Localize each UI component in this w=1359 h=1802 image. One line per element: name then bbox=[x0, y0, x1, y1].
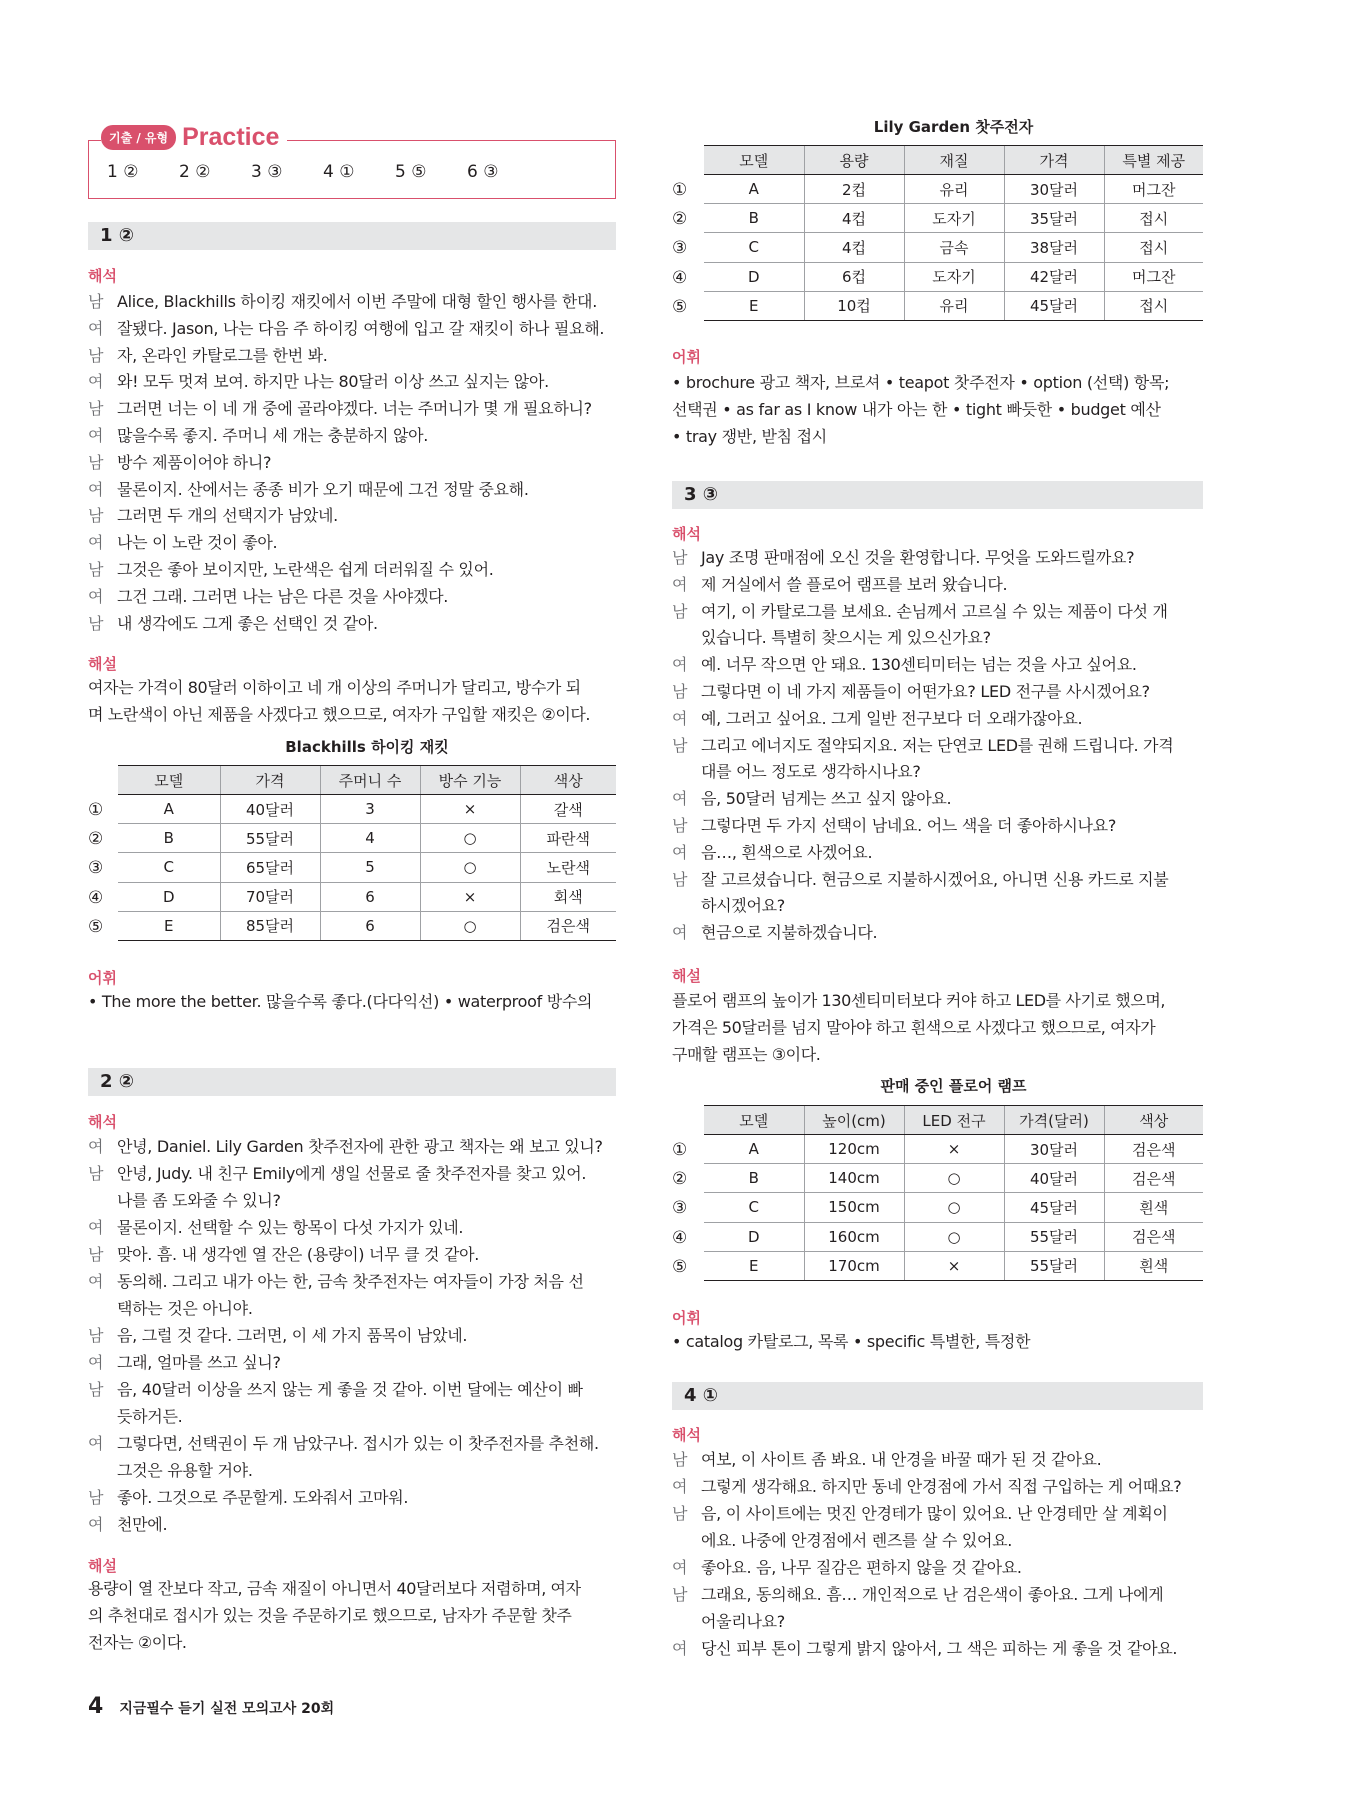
speaker-label: 남 bbox=[88, 506, 104, 526]
speaker-label: 여 bbox=[88, 1218, 104, 1237]
speaker-label: 남 bbox=[672, 601, 688, 621]
table-cell: ○ bbox=[904, 1193, 1004, 1222]
q1-explain-line: 여자는 가격이 80달러 이하이고 네 개 이상의 주머니가 달리고, 방수가 되 bbox=[88, 678, 581, 697]
table-cell: × bbox=[904, 1135, 1004, 1164]
speaker-label: 남 bbox=[672, 1450, 688, 1469]
speaker-label: 남 bbox=[88, 613, 104, 633]
table-cell: 35달러 bbox=[1004, 204, 1104, 233]
speaker-label: 남 bbox=[88, 345, 104, 365]
dialogue-text: 동의해. 그리고 내가 아는 한, 금속 찻주전자는 여자들이 가장 처음 선 bbox=[117, 1272, 584, 1291]
table-row bbox=[704, 262, 1203, 291]
q2-vocab-label: 어휘 bbox=[672, 348, 701, 366]
dialogue-text: 대를 어느 정도로 생각하시나요? bbox=[701, 762, 921, 782]
dialogue-text: 하시겠어요? bbox=[701, 896, 785, 916]
table-cell: 4컵 bbox=[804, 233, 904, 262]
speaker-label: 여 bbox=[88, 479, 104, 499]
dialogue-text: 좋아. 그것으로 주문할게. 도와줘서 고마워. bbox=[117, 1488, 409, 1507]
dialogue-text: 음, 40달러 이상을 쓰지 않는 게 좋을 것 같아. 이번 달에는 예산이 빠 bbox=[117, 1380, 583, 1399]
table-cell: C bbox=[704, 1193, 804, 1222]
table-cell: A bbox=[118, 795, 220, 824]
table-cell: B bbox=[118, 824, 220, 853]
table-cell: 검은색 bbox=[1104, 1135, 1203, 1164]
speaker-label: 여 bbox=[88, 1272, 104, 1291]
dialogue-text: 그래, 얼마를 쓰고 싶니? bbox=[117, 1353, 281, 1372]
table-cell: E bbox=[704, 291, 804, 320]
dialogue-text: 그렇다면, 선택권이 두 개 남았구나. 접시가 있는 이 찻주전자를 추천해. bbox=[117, 1434, 599, 1453]
table-cell: 회색 bbox=[520, 882, 616, 911]
speaker-label: 여 bbox=[672, 574, 688, 594]
table-cell: 노란색 bbox=[520, 853, 616, 882]
q3-script-label: 해석 bbox=[672, 525, 701, 543]
question-2-heading: 2 ② bbox=[88, 1068, 616, 1096]
table-cell: 유리 bbox=[904, 291, 1004, 320]
speaker-label: 여 bbox=[88, 1137, 104, 1156]
table-cell: 검은색 bbox=[1104, 1222, 1203, 1251]
dialogue-text: 제 거실에서 쓸 플로어 램프를 보러 왔습니다. bbox=[701, 574, 1008, 594]
table-cell: 2컵 bbox=[804, 175, 904, 204]
speaker-label: 여 bbox=[672, 1639, 688, 1658]
dialogue-text: 그래요, 동의해요. 흠… 개인적으로 난 검은색이 좋아요. 그게 나에게 bbox=[701, 1585, 1164, 1604]
dialogue-text: 그렇게 생각해요. 하지만 동네 안경점에 가서 직접 구입하는 게 어때요? bbox=[701, 1477, 1182, 1496]
table-cell: ○ bbox=[420, 824, 520, 853]
dialogue-text: 잘됐다. Jason, 나는 다음 주 하이킹 여행에 입고 갈 재킷이 하나 필요해. bbox=[117, 318, 605, 338]
table-cell: 머그잔 bbox=[1104, 175, 1203, 204]
answer-item: 1 ② bbox=[107, 162, 139, 182]
table-cell: 40달러 bbox=[1004, 1164, 1104, 1193]
table-cell: 38달러 bbox=[1004, 233, 1104, 262]
dialogue-text: 물론이지. 선택할 수 있는 항목이 다섯 가지가 있네. bbox=[117, 1218, 464, 1237]
table-cell: 70달러 bbox=[220, 882, 320, 911]
table-header-cell: 모델 bbox=[704, 1106, 804, 1135]
dialogue-text: 나를 좀 도와줄 수 있니? bbox=[117, 1191, 281, 1210]
dialogue-text: 여보, 이 사이트 좀 봐요. 내 안경을 바꿀 때가 된 것 같아요. bbox=[701, 1450, 1102, 1469]
speaker-label: 남 bbox=[672, 735, 688, 755]
table-cell: A bbox=[704, 175, 804, 204]
table-row bbox=[118, 853, 616, 882]
table-cell: 30달러 bbox=[1004, 1135, 1104, 1164]
q3-table bbox=[704, 1105, 1203, 1281]
answer-item: 6 ③ bbox=[467, 162, 499, 182]
q2-vocab-line: • tray 쟁반, 받침 접시 bbox=[672, 427, 827, 446]
table-cell: 6 bbox=[320, 882, 420, 911]
table-cell: D bbox=[704, 1222, 804, 1251]
dialogue-text: 안녕, Daniel. Lily Garden 찻주전자에 관한 광고 책자는 왜 보고 있니? bbox=[117, 1137, 603, 1156]
table-cell: 5 bbox=[320, 853, 420, 882]
q1-explain-line: 며 노란색이 아닌 제품을 사겠다고 했으므로, 여자가 구입할 재킷은 ②이다. bbox=[88, 705, 591, 724]
dialogue-text: 그것은 좋아 보이지만, 노란색은 쉽게 더러워질 수 있어. bbox=[117, 560, 494, 579]
table-cell: 3 bbox=[320, 795, 420, 824]
question-1-heading: 1 ② bbox=[88, 222, 616, 250]
q1-explain-label: 해설 bbox=[88, 655, 117, 673]
dialogue-text: 있습니다. 특별히 찾으시는 게 있으신가요? bbox=[701, 628, 991, 648]
speaker-label: 여 bbox=[88, 372, 104, 392]
question-3-heading: 3 ③ bbox=[672, 481, 1203, 509]
table-cell: E bbox=[118, 911, 220, 940]
q3-vocab-label: 어휘 bbox=[672, 1309, 701, 1327]
q1-script-label: 해석 bbox=[88, 267, 117, 285]
table-cell: 파란색 bbox=[520, 824, 616, 853]
q3-explain-line: 가격은 50달러를 넘지 말아야 하고 흰색으로 사겠다고 했으므로, 여자가 bbox=[672, 1018, 1156, 1037]
table-header-cell: 모델 bbox=[118, 766, 220, 795]
speaker-label: 여 bbox=[88, 1434, 104, 1453]
dialogue-text: 그러면 너는 이 네 개 중에 골라야겠다. 너는 주머니가 몇 개 필요하니? bbox=[117, 399, 592, 419]
table-cell: 140cm bbox=[804, 1164, 904, 1193]
q4-script-label: 해석 bbox=[672, 1426, 701, 1444]
speaker-label: 남 bbox=[88, 292, 104, 311]
speaker-label: 남 bbox=[672, 816, 688, 835]
dialogue-text: 그렇다면 이 네 가지 제품들이 어떤가요? LED 전구를 사시겠어요? bbox=[701, 682, 1150, 701]
practice-tag bbox=[101, 119, 287, 155]
row-number-marker: ④ bbox=[672, 267, 688, 288]
speaker-label: 남 bbox=[88, 560, 104, 579]
dialogue-text: 그리고 에너지도 절약되지요. 저는 단연코 LED를 권해 드립니다. 가격 bbox=[701, 735, 1174, 755]
table-header-cell: 가격 bbox=[220, 766, 320, 795]
table-header-cell: LED 전구 bbox=[904, 1106, 1004, 1135]
practice-title: Practice bbox=[182, 122, 280, 151]
table-header-cell: 가격(달러) bbox=[1004, 1106, 1104, 1135]
answer-item: 2 ② bbox=[179, 162, 211, 182]
dialogue-text: 와! 모두 멋져 보여. 하지만 나는 80달러 이상 쓰고 싶지는 않아. bbox=[117, 372, 549, 392]
table-row bbox=[118, 795, 616, 824]
dialogue-text: 음…, 흰색으로 사겠어요. bbox=[701, 842, 873, 862]
row-number-marker: ⑤ bbox=[672, 296, 688, 317]
table-row bbox=[704, 1251, 1203, 1280]
speaker-label: 여 bbox=[672, 923, 688, 943]
dialogue-text: 잘 고르셨습니다. 현금으로 지불하시겠어요, 아니면 신용 카드로 지불 bbox=[701, 869, 1169, 889]
speaker-label: 남 bbox=[88, 452, 104, 472]
dialogue-text: 나는 이 노란 것이 좋아. bbox=[117, 533, 278, 553]
dialogue-text: 음, 그럴 것 같다. 그러면, 이 세 가지 품목이 남았네. bbox=[117, 1326, 468, 1345]
table-row bbox=[704, 1164, 1203, 1193]
table-cell: × bbox=[420, 882, 520, 911]
dialogue-text: 천만에. bbox=[117, 1515, 168, 1534]
row-number-marker: ③ bbox=[672, 238, 688, 259]
row-number-marker: ② bbox=[88, 829, 104, 850]
q2-explain-line: 전자는 ②이다. bbox=[88, 1633, 187, 1652]
table-cell: 42달러 bbox=[1004, 262, 1104, 291]
table-row bbox=[704, 1222, 1203, 1251]
row-number-marker: ① bbox=[672, 1140, 688, 1160]
table-row bbox=[704, 291, 1203, 320]
table-header-cell: 방수 기능 bbox=[420, 766, 520, 795]
row-number-marker: ⑤ bbox=[88, 916, 104, 937]
table-cell: 4컵 bbox=[804, 204, 904, 233]
question-4-heading: 4 ① bbox=[672, 1382, 1203, 1410]
dialogue-text: Alice, Blackhills 하이킹 재킷에서 이번 주말에 대형 할인 행사를 한대. bbox=[117, 292, 598, 311]
table-cell: B bbox=[704, 1164, 804, 1193]
q2-explain-line: 의 추천대로 접시가 있는 것을 주문하기로 했으므로, 남자가 주문할 찻주 bbox=[88, 1606, 572, 1625]
table-cell: 120cm bbox=[804, 1135, 904, 1164]
dialogue-text: 에요. 나중에 안경점에서 렌즈를 살 수 있어요. bbox=[701, 1531, 1013, 1550]
answer-item: 4 ① bbox=[323, 162, 355, 182]
speaker-label: 남 bbox=[88, 1326, 104, 1345]
q3-vocab-line: • catalog 카탈로그, 목록 • specific 특별한, 특정한 bbox=[672, 1332, 1031, 1351]
table-cell: A bbox=[704, 1135, 804, 1164]
speaker-label: 남 bbox=[88, 1380, 104, 1399]
q1-vocab-label: 어휘 bbox=[88, 969, 117, 987]
table-cell: 30달러 bbox=[1004, 175, 1104, 204]
table-cell: B bbox=[704, 204, 804, 233]
dialogue-text: 자, 온라인 카탈로그를 한번 봐. bbox=[117, 345, 328, 365]
table-cell: 도자기 bbox=[904, 204, 1004, 233]
table-header-cell: 높이(cm) bbox=[804, 1106, 904, 1135]
table-header-cell: 주머니 수 bbox=[320, 766, 420, 795]
speaker-label: 여 bbox=[88, 426, 104, 445]
dialogue-text: 안녕, Judy. 내 친구 Emily에게 생일 선물로 줄 찻주전자를 찾고 있어. bbox=[117, 1164, 587, 1183]
dialogue-text: 많을수록 좋지. 주머니 세 개는 충분하지 않아. bbox=[117, 426, 429, 445]
speaker-label: 남 bbox=[672, 548, 688, 567]
page-footer bbox=[88, 1694, 334, 1719]
speaker-label: 남 bbox=[88, 399, 104, 419]
table-cell: 흰색 bbox=[1104, 1193, 1203, 1222]
page-number: 4 bbox=[88, 1694, 104, 1719]
dialogue-text: 그것은 유용할 거야. bbox=[117, 1461, 253, 1480]
q3-table-title: 판매 중인 플로어 램프 bbox=[880, 1077, 1027, 1095]
dialogue-text: 음, 50달러 넘게는 쓰고 싶지 않아요. bbox=[701, 789, 952, 809]
table-cell: D bbox=[704, 262, 804, 291]
dialogue-text: 어울리나요? bbox=[701, 1612, 785, 1631]
dialogue-text: 택하는 것은 아니야. bbox=[117, 1299, 253, 1318]
q3-explain-label: 해설 bbox=[672, 967, 701, 985]
table-cell: ○ bbox=[420, 911, 520, 940]
table-cell: 접시 bbox=[1104, 291, 1203, 320]
q1-table-title: Blackhills 하이킹 재킷 bbox=[285, 738, 449, 756]
q2-vocab-line: 선택권 • as far as I know 내가 아는 한 • tight 빠듯한 • budget 예산 bbox=[672, 400, 1161, 419]
row-number-marker: ① bbox=[672, 180, 688, 200]
q2-vocab-line: • brochure 광고 책자, 브로셔 • teapot 찻주전자 • option (선택) 항목; bbox=[672, 373, 1170, 392]
q2-explain-label: 해설 bbox=[88, 1557, 117, 1575]
table-header-cell: 재질 bbox=[904, 146, 1004, 175]
q3-explain-line: 플로어 램프의 높이가 130센티미터보다 커야 하고 LED를 사기로 했으며, bbox=[672, 991, 1166, 1010]
table-row bbox=[118, 911, 616, 940]
dialogue-text: 예, 그러고 싶어요. 그게 일반 전구보다 더 오래가잖아요. bbox=[701, 708, 1083, 728]
dialogue-text: 듯하거든. bbox=[117, 1407, 183, 1426]
table-row bbox=[118, 882, 616, 911]
table-cell: 6컵 bbox=[804, 262, 904, 291]
dialogue-text: 내 생각에도 그게 좋은 선택인 것 같아. bbox=[117, 613, 378, 633]
table-header-cell: 색상 bbox=[1104, 1106, 1203, 1135]
speaker-label: 여 bbox=[672, 842, 688, 862]
table-row bbox=[704, 204, 1203, 233]
row-number-marker: ③ bbox=[88, 858, 104, 879]
speaker-label: 여 bbox=[88, 1353, 104, 1372]
table-cell: E bbox=[704, 1251, 804, 1280]
table-cell: 170cm bbox=[804, 1251, 904, 1280]
dialogue-text: 예. 너무 작으면 안 돼요. 130센티미터는 넘는 것을 사고 싶어요. bbox=[701, 655, 1137, 675]
row-number-marker: ④ bbox=[88, 887, 104, 908]
dialogue-text: 당신 피부 톤이 그렇게 밝지 않아서, 그 색은 피하는 게 좋을 것 같아요. bbox=[701, 1639, 1178, 1658]
table-cell: D bbox=[118, 882, 220, 911]
table-header-cell: 특별 제공 bbox=[1104, 146, 1203, 175]
table-cell: 검은색 bbox=[520, 911, 616, 940]
dialogue-text: 현금으로 지불하겠습니다. bbox=[701, 923, 878, 943]
table-cell: ○ bbox=[904, 1222, 1004, 1251]
speaker-label: 남 bbox=[672, 1585, 688, 1604]
row-number-marker: ④ bbox=[672, 1227, 688, 1248]
speaker-label: 남 bbox=[88, 1488, 104, 1507]
table-cell: 40달러 bbox=[220, 795, 320, 824]
table-cell: 유리 bbox=[904, 175, 1004, 204]
dialogue-text: 그건 그래. 그러면 나는 남은 다른 것을 사야겠다. bbox=[117, 586, 449, 606]
table-cell: 45달러 bbox=[1004, 1193, 1104, 1222]
table-cell: 55달러 bbox=[1004, 1222, 1104, 1251]
table-cell: 흰색 bbox=[1104, 1251, 1203, 1280]
row-number-marker: ⑤ bbox=[672, 1256, 688, 1277]
table-row bbox=[118, 824, 616, 853]
table-header-cell: 색상 bbox=[520, 766, 616, 795]
speaker-label: 여 bbox=[88, 1515, 104, 1534]
speaker-label: 여 bbox=[672, 655, 688, 675]
table-cell: 55달러 bbox=[220, 824, 320, 853]
answer-item: 5 ⑤ bbox=[395, 162, 427, 182]
speaker-label: 여 bbox=[88, 533, 104, 553]
answer-item: 3 ③ bbox=[251, 162, 283, 182]
q1-vocab-line: • The more the better. 많을수록 좋다.(다다익선) • waterproof 방수의 bbox=[88, 992, 593, 1011]
dialogue-text: 좋아요. 음, 나무 질감은 편하지 않을 것 같아요. bbox=[701, 1558, 1022, 1577]
practice-pill: 기출 / 유형 bbox=[101, 125, 176, 150]
table-cell: 접시 bbox=[1104, 233, 1203, 262]
table-cell: 6 bbox=[320, 911, 420, 940]
speaker-label: 여 bbox=[672, 1558, 688, 1577]
row-number-marker: ② bbox=[672, 209, 688, 230]
table-cell: 머그잔 bbox=[1104, 262, 1203, 291]
dialogue-text: 여기, 이 카탈로그를 보세요. 손님께서 고르실 수 있는 제품이 다섯 개 bbox=[701, 601, 1168, 621]
table-cell: ○ bbox=[420, 853, 520, 882]
q2-table bbox=[704, 145, 1203, 321]
table-header-cell: 모델 bbox=[704, 146, 804, 175]
table-cell: 접시 bbox=[1104, 204, 1203, 233]
q3-explain-line: 구매할 램프는 ③이다. bbox=[672, 1045, 821, 1064]
answer-list bbox=[107, 162, 539, 182]
table-cell: C bbox=[118, 853, 220, 882]
table-cell: 55달러 bbox=[1004, 1251, 1104, 1280]
dialogue-text: 그러면 두 개의 선택지가 남았네. bbox=[117, 506, 338, 526]
dialogue-text: 물론이지. 산에서는 종종 비가 오기 때문에 그건 정말 중요해. bbox=[117, 479, 529, 499]
practice-answer-box bbox=[88, 122, 616, 199]
q2-script-label: 해석 bbox=[88, 1113, 117, 1131]
table-header-cell: 용량 bbox=[804, 146, 904, 175]
dialogue-text: 음, 이 사이트에는 멋진 안경테가 많이 있어요. 난 안경테만 살 계획이 bbox=[701, 1504, 1168, 1523]
table-header-cell: 가격 bbox=[1004, 146, 1104, 175]
q2-table-title: Lily Garden 찻주전자 bbox=[873, 118, 1034, 136]
table-row bbox=[704, 1193, 1203, 1222]
table-cell: 85달러 bbox=[220, 911, 320, 940]
speaker-label: 여 bbox=[88, 318, 104, 338]
table-cell: 10컵 bbox=[804, 291, 904, 320]
row-number-marker: ③ bbox=[672, 1198, 688, 1219]
dialogue-text: 방수 제품이어야 하니? bbox=[117, 452, 272, 472]
table-cell: × bbox=[904, 1251, 1004, 1280]
speaker-label: 여 bbox=[672, 708, 688, 728]
book-title: 지금필수 듣기 실전 모의고사 20회 bbox=[119, 1701, 335, 1717]
table-cell: 4 bbox=[320, 824, 420, 853]
speaker-label: 남 bbox=[672, 1504, 688, 1523]
dialogue-text: 그렇다면 두 가지 선택이 남네요. 어느 색을 더 좋아하시나요? bbox=[701, 816, 1117, 835]
table-cell: 65달러 bbox=[220, 853, 320, 882]
table-cell: 45달러 bbox=[1004, 291, 1104, 320]
table-cell: 검은색 bbox=[1104, 1164, 1203, 1193]
row-number-marker: ① bbox=[88, 800, 104, 820]
q1-table bbox=[118, 765, 616, 941]
speaker-label: 남 bbox=[88, 1245, 104, 1264]
table-cell: C bbox=[704, 233, 804, 262]
speaker-label: 여 bbox=[672, 789, 688, 809]
q2-explain-line: 용량이 열 잔보다 작고, 금속 재질이 아니면서 40달러보다 저렴하며, 여자 bbox=[88, 1579, 581, 1598]
speaker-label: 남 bbox=[672, 869, 688, 889]
table-row bbox=[704, 175, 1203, 204]
dialogue-text: 맞아. 흠. 내 생각엔 열 잔은 (용량이) 너무 클 것 같아. bbox=[117, 1245, 480, 1264]
dialogue-text: Jay 조명 판매점에 오신 것을 환영합니다. 무엇을 도와드릴까요? bbox=[701, 548, 1135, 567]
table-cell: 금속 bbox=[904, 233, 1004, 262]
table-row bbox=[704, 1135, 1203, 1164]
table-cell: × bbox=[420, 795, 520, 824]
speaker-label: 여 bbox=[672, 1477, 688, 1496]
table-cell: 도자기 bbox=[904, 262, 1004, 291]
table-cell: 160cm bbox=[804, 1222, 904, 1251]
table-cell: ○ bbox=[904, 1164, 1004, 1193]
speaker-label: 남 bbox=[672, 682, 688, 701]
row-number-marker: ② bbox=[672, 1169, 688, 1190]
speaker-label: 여 bbox=[88, 586, 104, 606]
table-cell: 150cm bbox=[804, 1193, 904, 1222]
table-cell: 갈색 bbox=[520, 795, 616, 824]
table-row bbox=[704, 233, 1203, 262]
speaker-label: 남 bbox=[88, 1164, 104, 1183]
